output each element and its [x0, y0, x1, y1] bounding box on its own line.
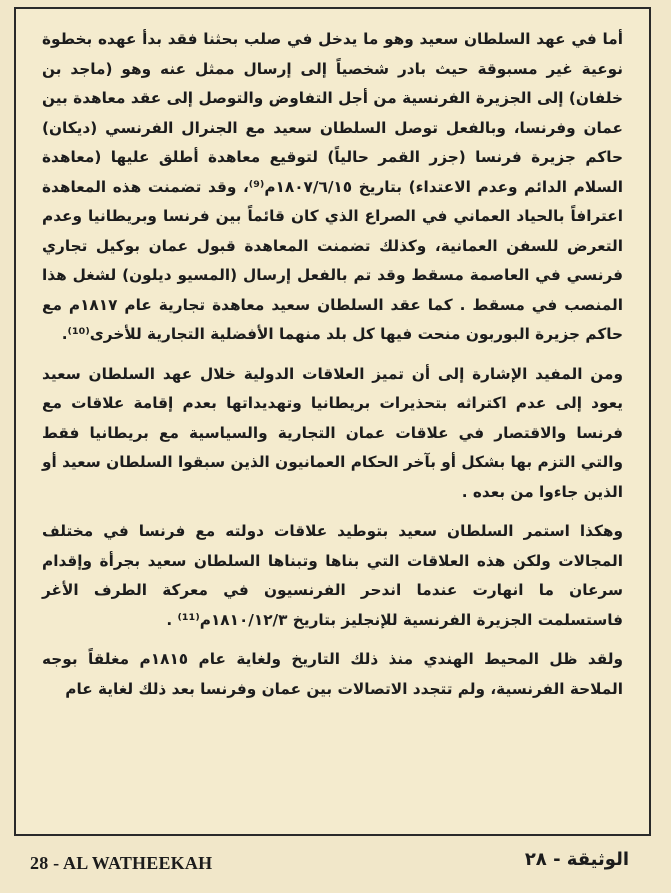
paragraph-2: ومن المفيد الإشارة إلى أن تميز العلاقات الدولية خلال عهد السلطان سعيد يعود إلى عدم اكتراثه بتحذيرات بريطانيا وتهديداتها بعدم إقامة علاقات مع فرنسا والاقتصار في علاقات عمان التجارية والسياسية مع بريطانيا فقط والتي التزم بها بشكل أو بآخر الحكام العمانيون الذين سبقوا السلطان سعيد أو الذين جاءوا من بعده .: [42, 364, 623, 501]
footer-page-label-arabic: الوثيقة - ٢٨: [524, 849, 629, 870]
paragraph-1: أما في عهد السلطان سعيد وهو ما يدخل في صلب بحثنا فقد بدأ عهده بخطوة نوعية غير مسبوقة حيث بادر شخصياً إلى إرسال ممثل عنه وهو (ماجد بن خلفان) إلى الجزيرة الفرنسية من أجل التفاوض والتوصل إلى عقد معاهدة بين عمان وفرنسا، وبالفعل توصل السلطان سعيد مع الجنرال الفرنسي (ديكان) حاكم جزيرة فرنسا (جزر القمر حالياً) لتوقيع معاهدة أطلق عليها (معاهدة السلام الدائم وعدم الاعتداء) بتاريخ ١٨٠٧/٦/١٥م⁽⁹⁾، وقد تضمنت هذه المعاهدة اعترافاً بالحياد العماني في الصراع الذي كان قائماً بين فرنسا وبريطانيا وعدم التعرض للسفن العمانية، وكذلك تضمنت المعاهدة قبول عمان بوكيل تجاري فرنسي في العاصمة مسقط وقد تم بالفعل إرسال (المسيو ديلون) لشغل هذا المنصب في مسقط . كما عقد السلطان سعيد معاهدة تجارية عام ١٨١٧م مع حاكم جزيرة البوربون منحت فيها كل بلد منهما الأفضلية التجارية للأخرى⁽¹⁰⁾.: [42, 30, 623, 343]
page-footer: [0, 845, 671, 885]
footer-page-label-english: 28 - AL WATHEEKAH: [30, 853, 213, 873]
article-frame: [14, 7, 651, 836]
paragraph-4: ولقد ظل المحيط الهندي منذ ذلك التاريخ ولغاية عام ١٨١٥م مغلقاً بوجه الملاحة الفرنسية، ولم تتجدد الاتصالات بين عمان وفرنسا بعد ذلك لغاية عام: [42, 650, 623, 698]
paragraph-3: وهكذا استمر السلطان سعيد بتوطيد علاقات دولته مع فرنسا في مختلف المجالات ولكن هذه العلاقات التي بناها وتبناها السلطان سعيد بجرأة وإقدام سرعان ما انهارت عندما اندحر الفرنسيون في معركة الطرف الأغر فاستسلمت الجزيرة الفرنسية للإنجليز بتاريخ ١٨١٠/١٢/٣م⁽¹¹⁾ .: [42, 522, 623, 629]
